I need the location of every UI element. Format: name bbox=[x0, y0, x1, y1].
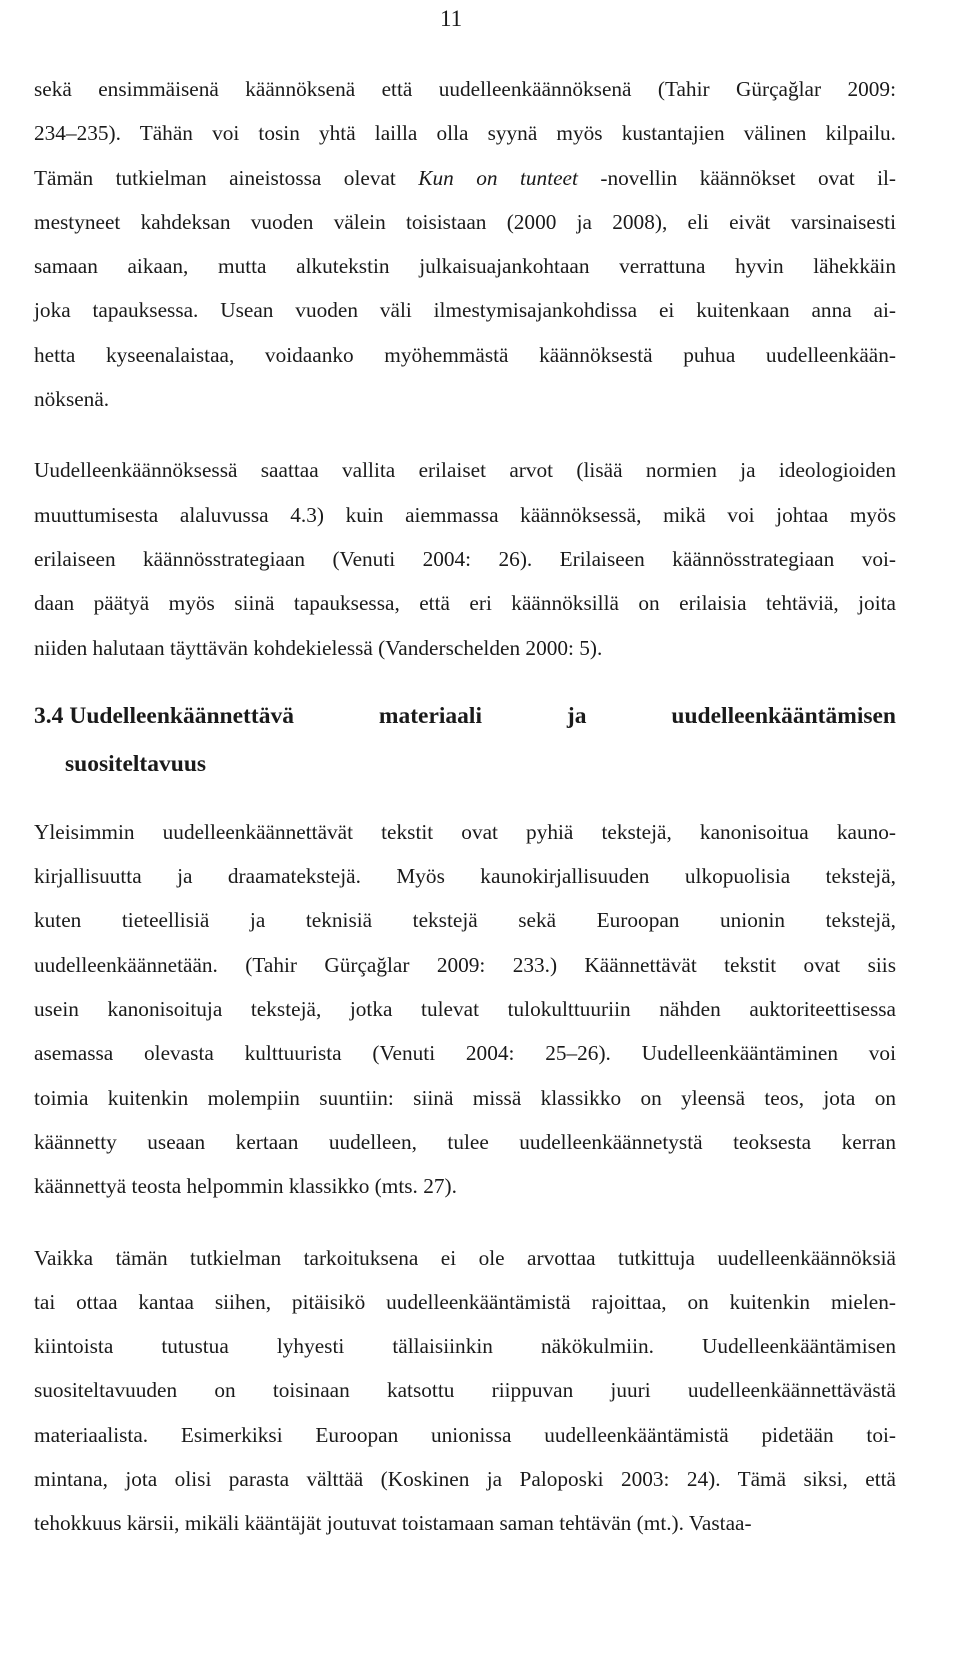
text-line: kiintoista tutustua lyhyesti tällaisiinkin näkökulmiin. Uudelleenkääntämisen bbox=[34, 1334, 896, 1359]
text-line: uudelleenkäännetään. (Tahir Gürçağlar 2009: 233.) Käännettävät tekstit ovat siis bbox=[34, 952, 896, 977]
heading-word: uudelleenkääntämisen bbox=[671, 702, 896, 729]
heading-first-line bbox=[34, 692, 896, 740]
heading-number: 3.4 bbox=[34, 702, 64, 729]
section-heading bbox=[34, 692, 896, 788]
text-line: Uudelleenkäännöksessä saattaa vallita erilaiset arvot (lisää normien ja ideologioiden bbox=[34, 458, 896, 483]
text-line: nöksenä. bbox=[34, 387, 110, 412]
page-body bbox=[34, 67, 896, 1546]
paragraph-2 bbox=[34, 448, 896, 669]
text-line: usein kanonisoituja tekstejä, jotka tulevat tulokulttuuriin nähden auktoriteettisessa bbox=[34, 997, 896, 1022]
text-line: tehokkuus kärsii, mikäli kääntäjät joutuvat toistamaan saman tehtävän (mt.). Vastaa- bbox=[34, 1511, 752, 1536]
heading-second-line: suositeltavuus bbox=[65, 750, 207, 777]
text-line: kuten tieteellisiä ja teknisiä tekstejä sekä Euroopan unionin tekstejä, bbox=[34, 908, 896, 933]
text-line: Tämän tutkielman aineistossa olevat Kun on tunteet -novellin käännökset ovat il- bbox=[34, 165, 896, 190]
heading-word: Uudelleenkäännettävä bbox=[69, 702, 294, 729]
paragraph-3 bbox=[34, 810, 896, 1209]
heading-word: ja bbox=[566, 702, 587, 729]
text-line: 234–235). Tähän voi tosin yhtä lailla olla syynä myös kustantajien välinen kilpailu. bbox=[34, 121, 896, 146]
text-line: käännettyä teosta helpommin klassikko (mts. 27). bbox=[34, 1174, 457, 1199]
text-line: asemassa olevasta kulttuurista (Venuti 2004: 25–26). Uudelleenkääntäminen voi bbox=[34, 1041, 896, 1066]
text-line: tai ottaa kantaa siihen, pitäisikö uudelleenkääntämistä rajoittaa, on kuitenkin mielen- bbox=[34, 1289, 896, 1314]
text-line: muuttumisesta alaluvussa 4.3) kuin aiemmassa käännöksessä, mikä voi johtaa myös bbox=[34, 502, 896, 527]
heading-word: materiaali bbox=[378, 702, 482, 729]
page-number: 11 bbox=[440, 6, 463, 31]
text-line: suositeltavuuden on toisinaan katsottu riippuvan juuri uudelleenkäännettävästä bbox=[34, 1378, 896, 1403]
text-line: Yleisimmin uudelleenkäännettävät tekstit ovat pyhiä tekstejä, kanonisoitua kauno- bbox=[34, 819, 896, 844]
text-line: käännetty useaan kertaan uudelleen, tulee uudelleenkäännetystä teoksesta kerran bbox=[34, 1129, 896, 1154]
paragraph-4 bbox=[34, 1236, 896, 1546]
text-line: materiaalista. Esimerkiksi Euroopan unionissa uudelleenkääntämistä pidetään toi- bbox=[34, 1422, 896, 1447]
text-line: mintana, jota olisi parasta välttää (Koskinen ja Paloposki 2003: 24). Tämä siksi, että bbox=[34, 1467, 896, 1492]
text-line: sekä ensimmäisenä käännöksenä että uudelleenkäännöksenä (Tahir Gürçağlar 2009: bbox=[34, 77, 896, 101]
text-line: toimia kuitenkin molempiin suuntiin: siinä missä klassikko on yleensä teos, jota on bbox=[34, 1085, 896, 1110]
text-line: kirjallisuutta ja draamatekstejä. Myös kaunokirjallisuuden ulkopuolisia tekstejä, bbox=[34, 864, 896, 889]
text-line: samaan aikaan, mutta alkutekstin julkaisuajankohtaan verrattuna hyvin lähekkäin bbox=[34, 254, 896, 279]
paragraph-1 bbox=[34, 67, 896, 421]
text-line: mestyneet kahdeksan vuoden välein toisistaan (2000 ja 2008), eli eivät varsinaisesti bbox=[34, 209, 896, 234]
text-line: hetta kyseenalaistaa, voidaanko myöhemmästä käännöksestä puhua uudelleenkään- bbox=[34, 342, 896, 367]
text-line: joka tapauksessa. Usean vuoden väli ilmestymisajankohdissa ei kuitenkaan anna ai- bbox=[34, 298, 896, 323]
text-line: Vaikka tämän tutkielman tarkoituksena ei ole arvottaa tutkittuja uudelleenkäännöksiä bbox=[34, 1245, 896, 1270]
text-line: niiden halutaan täyttävän kohdekielessä (Vanderschelden 2000: 5). bbox=[34, 635, 603, 660]
text-line: daan päätyä myös siinä tapauksessa, että eri käännöksillä on erilaisia tehtäviä, joita bbox=[34, 591, 896, 616]
text-line: erilaiseen käännösstrategiaan (Venuti 2004: 26). Erilaiseen käännösstrategiaan voi- bbox=[34, 546, 896, 571]
